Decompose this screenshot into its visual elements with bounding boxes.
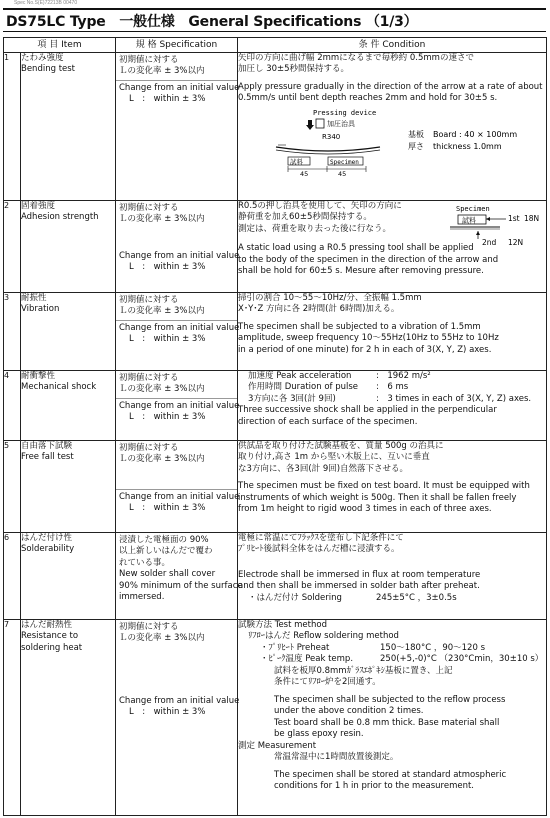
spec-jp-line: 初期値に対する [119, 55, 179, 65]
spec-en-line: L : within ± 3% [129, 503, 206, 514]
condition-en-line: The specimen shall be subjected to the reflow process [274, 694, 506, 705]
condition-jp-line: R0.5の押し治具を使用して、矢印の方向に [238, 201, 402, 211]
table-row [4, 441, 547, 533]
condition-cell [238, 533, 547, 620]
spec-en-line: Change from an initial value [119, 322, 240, 333]
preheat-condition: ・ﾌﾟﾘﾋｰﾄ Preheat 150～180°C ，90～120 s [260, 642, 486, 653]
spec-jp-line: 初期値に対する [119, 443, 179, 453]
table-row [4, 620, 547, 816]
bending-test-diagram [238, 105, 546, 175]
row-number: 2 [4, 201, 21, 293]
spec-table [3, 37, 547, 816]
spec-en-line: New solder shall cover [119, 569, 216, 580]
row-number: 6 [4, 533, 21, 620]
condition-cell [238, 371, 547, 441]
page-title: DS75LC Type 一般仕様 General Specifications （1/3） [3, 8, 546, 32]
table-header-row [4, 38, 547, 53]
spec-en-line: L : within ± 3% [129, 412, 206, 423]
spec-jp-line: Ｌの変化率 ± 3%以内 [119, 454, 205, 465]
spec-cell [116, 371, 238, 441]
second-direction-label: 2nd [482, 238, 497, 247]
condition-jp-line: 条件にてﾘﾌﾛｰ炉を2回通す。 [274, 677, 381, 688]
spec-jp-line: Ｌの変化率 ± 3%以内 [119, 384, 205, 395]
item-cell [21, 533, 116, 620]
condition-jp-line: 電極に常温にてﾌﾗｯｸｽを塗布し下記条件にて [238, 533, 404, 543]
span-dimension-right: 45 [338, 169, 347, 177]
condition-cell [238, 441, 547, 533]
measurement-jp: 常温常湿中に1時間放置後測定。 [274, 752, 399, 763]
header-spec: 規 格 Specification [116, 38, 238, 53]
arrow-down-icon [306, 120, 314, 130]
soldering-condition: ・はんだ付け Soldering 245±5°C ，3±0.5s [248, 592, 457, 603]
condition-en-line: in a period of one minute) for 2 h in each of 3(X, Y, Z) axes. [238, 344, 492, 355]
condition-en-line: The specimen shall be subjected to a vibration of 1.5mm [238, 321, 481, 332]
header-item: 項 目 Item [4, 38, 116, 53]
item-name-en: Solderability [21, 544, 75, 555]
condition-jp-line: 加圧し 30±5秒間保持する。 [238, 64, 350, 75]
condition-en-line: instruments of which weight is 500g. Then it shall be fallen freely [238, 492, 517, 503]
condition-en-line: Electrode shall be immersed in flux at room temperature [238, 569, 481, 580]
condition-en-line: Three successive shock shall be applied in the perpendicular [238, 405, 497, 416]
span-dimension-left: 45 [300, 169, 309, 177]
spec-cell [116, 533, 243, 620]
spec-cell [116, 293, 238, 371]
table-row [4, 371, 547, 441]
reflow-title: ﾘﾌﾛｰはんだ Reflow soldering method [248, 631, 399, 642]
item-cell [21, 53, 116, 201]
spec-en-line: Change from an initial value [119, 82, 240, 93]
spec-jp-line: 初期値に対する [119, 373, 179, 383]
measurement-title: 測定 Measurement [238, 740, 317, 751]
row-number: 3 [4, 293, 21, 371]
spec-jp-line: 初期値に対する [119, 622, 179, 632]
header-condition: 条 件 Condition [238, 38, 547, 53]
adhesion-test-diagram [450, 203, 542, 247]
condition-en-line: direction of each surface of the specimen. [238, 416, 418, 427]
arrow-up-icon [476, 231, 480, 235]
condition-en-line: The specimen must be fixed on test board. It must be equipped with [238, 481, 530, 492]
condition-en-line: amplitude, sweep frequency 10～55Hz(10Hz to 55Hz to 10Hz [238, 333, 499, 344]
first-direction-label: 1st [508, 214, 520, 223]
specimen-jp-label: 試料 [290, 157, 303, 166]
spec-en-line: Change from an initial value [119, 251, 240, 261]
pressing-jig-icon [316, 119, 324, 128]
row-number: 7 [4, 620, 21, 816]
bent-board-line [276, 147, 380, 151]
spec-cell [116, 201, 238, 293]
item-name-en: Free fall test [21, 452, 74, 463]
table-row [4, 533, 547, 620]
condition-cell [238, 620, 547, 816]
test-method-title: 試験方法 Test method [238, 620, 327, 630]
spec-jp-line: Ｌの変化率 ± 3%以内 [119, 66, 205, 77]
condition-jp-line: な3方向に、各3回(計 9回)自然落下させる。 [238, 463, 409, 474]
board-jp-label: 基板 [408, 129, 424, 139]
table-row [4, 201, 547, 293]
item-name-jp: 自由落下試験 [21, 441, 73, 451]
spec-en-line: L : within ± 3% [129, 262, 206, 273]
pressing-jig-label: 加圧治具 [327, 119, 355, 128]
radius-label: R340 [322, 132, 341, 141]
thickness-jp-label: 厚さ [408, 141, 424, 151]
specimen-label: Specimen [456, 205, 490, 213]
condition-en-line: from 1m height to rigid wood 3 times in each of three axes. [238, 504, 492, 515]
item-cell [21, 201, 116, 293]
peak-temp-condition: ・ﾋﾟｰｸ温度 Peak temp. 250(+5,-0)°C （230°Cmin，30±10 s） [260, 654, 544, 665]
condition-kv-row: 3方向に各 3回(計 9回) : 3 times in each of 3(X, Y, Z) axes. [248, 393, 532, 404]
item-name-en: soldering heat [21, 642, 83, 653]
measurement-en: The specimen shall be stored at standard atmospheric [274, 769, 507, 780]
item-cell [21, 371, 116, 441]
spec-en-line: Change from an initial value [119, 492, 240, 502]
condition-en-line: shall be hold for 60±5 s. Mesure after removing pressure. [238, 266, 484, 277]
row-number: 4 [4, 371, 21, 441]
spec-jp-line: 以上新しいはんだで覆わ [119, 546, 213, 557]
condition-en-line: to the body of the specimen in the direction of the arrow and [238, 254, 499, 265]
specimen-en-label: Specimen [330, 158, 359, 166]
bending-diagram-graphic [238, 105, 538, 177]
item-cell [21, 293, 116, 371]
document-reference: Spec No.S(E)72213B 00470 [14, 0, 78, 6]
spec-en-line: L : within ± 3% [129, 707, 206, 718]
condition-jp-line: 測定は、荷重を取り去った後に行なう。 [238, 223, 392, 234]
condition-kv-row: 加速度 Peak acceleration : 1962 m/s² [248, 371, 431, 381]
item-cell [21, 620, 116, 816]
spec-jp-line: Ｌの変化率 ± 3%以内 [119, 306, 205, 317]
spec-jp-line: れている事。 [119, 557, 171, 568]
condition-jp-line: 試料を板厚0.8mmｶﾞﾗｽｴﾎﾟｷｼ基板に置き、上記 [274, 665, 453, 676]
second-load-value: 12N [508, 238, 524, 247]
condition-jp-line: 静荷重を加え60±5秒間保持する。 [238, 212, 372, 223]
table-row [4, 293, 547, 371]
condition-jp-line: 供試品を取り付けた試験基板を、質量 500g の治具に [238, 441, 444, 451]
specimen-jp-label: 試料 [462, 216, 476, 225]
spec-en-line: Change from an initial value [119, 400, 240, 411]
condition-jp-line: 矢印の方向に曲げ幅 2mmになるまで毎秒約 0.5mmの速さで [238, 53, 474, 63]
spec-jp-line: 浸漬した電極面の 90% [119, 535, 209, 545]
spec-en-line: Change from an initial value [119, 696, 240, 706]
item-name-en: Mechanical shock [21, 382, 97, 393]
condition-en-line: be glass epoxy resin. [274, 729, 364, 740]
spec-en-line: L : within ± 3% [129, 94, 206, 105]
board-size: Board : 40 × 100mm [433, 129, 518, 139]
arrow-left-icon [486, 217, 490, 221]
condition-en-line: and then shall be immersed in solder bath after preheat. [238, 581, 480, 592]
spec-cell [116, 441, 238, 533]
condition-en-line: Apply pressure gradually in the direction of the arrow at a rate of about [238, 81, 543, 92]
item-name-jp: 耐振性 [21, 293, 47, 303]
item-name-en: Bending test [21, 64, 76, 75]
condition-cell [238, 293, 547, 371]
row-number: 5 [4, 441, 21, 533]
condition-jp-line: 掃引の割合 10～55～10Hz/分、全振幅 1.5mm [238, 293, 422, 303]
spec-jp-line: 初期値に対する [119, 203, 179, 213]
spec-jp-line: Ｌの変化率 ± 3%以内 [119, 633, 205, 644]
item-name-en: Adhesion strength [21, 212, 99, 223]
table-row [4, 53, 547, 201]
spec-en-line: L : within ± 3% [129, 334, 206, 345]
item-name-jp: はんだ耐熱性 [21, 620, 73, 630]
condition-en-line: 0.5mm/s until bent depth reaches 2mm and hold for 30±5 s. [238, 93, 498, 104]
item-name-jp: たわみ強度 [21, 53, 64, 63]
condition-kv-row: 作用時間 Duration of pulse : 6 ms [248, 382, 409, 393]
item-name-en: Resistance to [21, 631, 79, 642]
condition-cell [238, 53, 547, 201]
condition-jp-line: X･Y･Z 方向に各 2時間(計 6時間)加える。 [238, 304, 400, 315]
spec-en-line: 90% minimum of the surface [119, 580, 243, 591]
item-name-jp: 固着強度 [21, 201, 56, 211]
condition-en-line: Test board shall be 0.8 mm thick. Base material shall [274, 717, 500, 728]
spec-cell [116, 620, 238, 816]
item-name-en: Vibration [21, 304, 60, 315]
pressing-device-label: Pressing device [313, 108, 377, 117]
item-cell [21, 441, 116, 533]
item-name-jp: はんだ付け性 [21, 533, 73, 543]
condition-jp-line: ﾌﾟﾘﾋｰﾄ後試料全体をはんだ槽に浸漬する。 [238, 544, 400, 555]
condition-en-line: under the above condition 2 times. [274, 706, 424, 717]
spec-jp-line: 初期値に対する [119, 295, 179, 305]
spec-jp-line: Ｌの変化率 ± 3%以内 [119, 214, 205, 225]
spec-cell [116, 53, 238, 201]
first-load-value: 18N [524, 214, 540, 223]
item-name-jp: 耐衝撃性 [21, 371, 56, 381]
board-thickness: thickness 1.0mm [433, 141, 502, 151]
condition-jp-line: 取り付け,高さ 1m から堅い木版上に、互いに垂直 [238, 452, 430, 463]
row-number: 1 [4, 53, 21, 201]
measurement-en: conditions for 1 h in prior to the measurement. [274, 781, 475, 792]
condition-cell [238, 201, 547, 293]
condition-en-line: A static load using a R0.5 pressing tool shall be applied [238, 243, 474, 254]
spec-en-line: immersed. [119, 592, 165, 603]
